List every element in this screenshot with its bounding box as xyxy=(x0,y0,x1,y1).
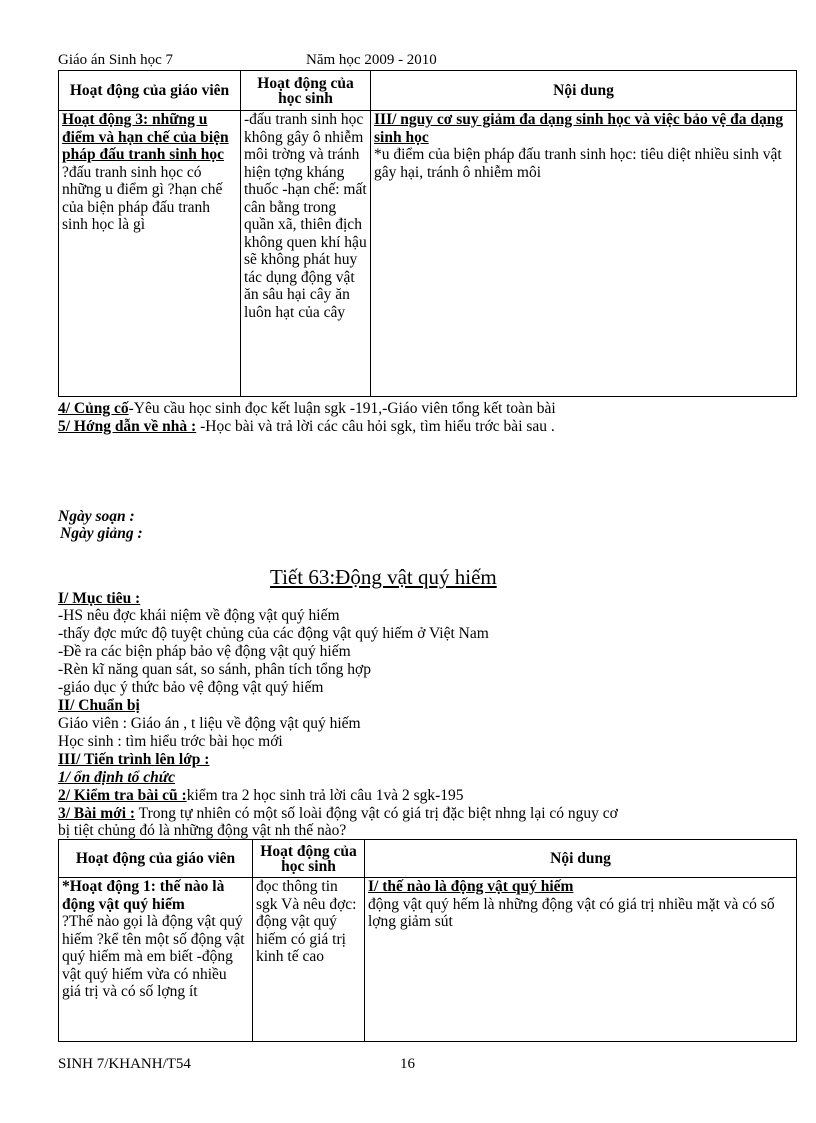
huong-dan-label: 5/ Hớng dẫn về nhà : xyxy=(58,418,197,435)
bai-moi-text: Trong tự nhiên có một số loài động vật có giá trị đặc biệt nhng lại có nguy cơ xyxy=(138,805,618,822)
ngay-soan: Ngày soạn : xyxy=(58,508,135,525)
huong-dan-text: -Học bài và trả lời các câu hỏi sgk, tìm hiểu trớc bài sau . xyxy=(200,418,555,435)
content-title: I/ thế nào là động vật quý hiếm xyxy=(368,878,574,895)
huong-dan-line xyxy=(58,418,555,436)
col-header-teacher: Hoạt động của giáo viên xyxy=(59,71,241,111)
objective-item: -Đề ra các biện pháp bảo vệ động vật quý hiếm xyxy=(58,643,351,660)
table-row xyxy=(59,878,797,1042)
student-cell: đọc thông tin sgk Và nêu đợc: động vật quý hiếm có giá trị kinh tế cao xyxy=(253,878,365,1042)
col-header-student: Hoạt động của học sinh xyxy=(241,71,371,111)
kiem-tra-line xyxy=(58,787,464,805)
activity-title: *Hoạt động 1: thế nào là động vật quý hiếm xyxy=(62,878,225,913)
col-header-content: Nội dung xyxy=(371,71,797,111)
cung-co-label: 4/ Củng cố xyxy=(58,400,129,417)
chuan-bi-label: II/ Chuẩn bị xyxy=(58,697,140,714)
content-cell xyxy=(371,111,797,397)
cung-co-text: -Yêu cầu học sinh đọc kết luận sgk -191,-Giáo viên tổng kết toàn bài xyxy=(128,400,556,417)
header-year: Năm học 2009 - 2010 xyxy=(306,52,437,68)
col-header-student: Hoạt động của học sinh xyxy=(253,840,365,878)
col-header-content: Nội dung xyxy=(365,840,797,878)
objective-item: -HS nêu đợc khái niệm về động vật quý hiếm xyxy=(58,607,340,624)
content-title: III/ nguy cơ suy giảm đa dạng sinh học và việc bảo vệ đa dạng sinh học xyxy=(374,111,784,146)
teacher-text: ?Thế nào gọi là động vật quý hiếm ?kể tên một số động vật quý hiếm mà em biết -động vật quý hiếm vừa có nhiều giá trị và có số lợng ít xyxy=(62,913,245,1000)
footer-left: SINH 7/KHANH/T54 xyxy=(58,1056,191,1072)
muc-tieu-label: I/ Mục tiêu : xyxy=(58,590,141,607)
teacher-cell xyxy=(59,878,253,1042)
objective-item: -Rèn kĩ năng quan sát, so sánh, phân tích tổng hợp xyxy=(58,661,371,678)
teacher-cell xyxy=(59,111,241,397)
col-header-teacher: Hoạt động của giáo viên xyxy=(59,840,253,878)
page-number: 16 xyxy=(400,1056,415,1072)
content-text: *u điểm của biện pháp đấu tranh sinh học: tiêu diệt nhiều sinh vật gây hại, tránh ô nhiễm môi xyxy=(374,146,782,181)
student-cell: -đấu tranh sinh học không gây ô nhiễm môi trờng và tránh hiện tợng kháng thuốc -hạn chế: mất cân bằng trong quần xã, thiên địch không quen khí hậu sẽ không phát huy tác dụng động vật ăn sâu hại cây ăn luôn hạt của cây xyxy=(241,111,371,397)
bai-moi-line xyxy=(58,805,618,823)
content-cell xyxy=(365,878,797,1042)
page-header xyxy=(58,52,437,69)
chuan-bi-student: Học sinh : tìm hiểu trớc bài học mới xyxy=(58,733,283,750)
bai-moi-label: 3/ Bài mới : xyxy=(58,805,136,822)
objective-item: -giáo dục ý thức bảo vệ động vật quý hiếm xyxy=(58,679,324,696)
content-text: động vật quý hếm là những động vật có giá trị nhiều mặt và có số lợng giảm sút xyxy=(368,895,775,930)
header-left: Giáo án Sinh học 7 xyxy=(58,52,173,68)
table-header-row xyxy=(59,840,797,878)
activity-table-2 xyxy=(58,839,797,1042)
bai-moi-text-2: bị tiệt chủng đó là những động vật nh thế nào? xyxy=(58,822,347,839)
table-header-row xyxy=(59,71,797,111)
tien-trinh-label: III/ Tiến trình lên lớp : xyxy=(58,751,210,768)
objective-item: -thấy đợc mức độ tuyệt chủng của các động vật quý hiếm ở Việt Nam xyxy=(58,625,489,642)
kiem-tra-text: kiểm tra 2 học sinh trả lời câu 1và 2 sgk-195 xyxy=(186,787,464,804)
cung-co-line xyxy=(58,400,556,418)
chuan-bi-teacher: Giáo viên : Giáo án , t liệu về động vật quý hiếm xyxy=(58,715,361,732)
activity-title: Hoạt động 3: những u điểm và hạn chế của biện pháp đấu tranh sinh học xyxy=(62,111,229,163)
lesson-title: Tiết 63:Động vật quý hiếm xyxy=(270,565,497,589)
ngay-giang: Ngày giảng : xyxy=(60,525,143,542)
kiem-tra-label: 2/ Kiểm tra bài cũ : xyxy=(58,787,187,804)
table-row xyxy=(59,111,797,397)
activity-table-1 xyxy=(58,70,797,397)
teacher-text: ?đấu tranh sinh học có những u điểm gì ?hạn chế của biện pháp đấu tranh sinh học là gì xyxy=(62,163,223,233)
on-dinh: 1/ ổn định tổ chức xyxy=(58,769,175,786)
